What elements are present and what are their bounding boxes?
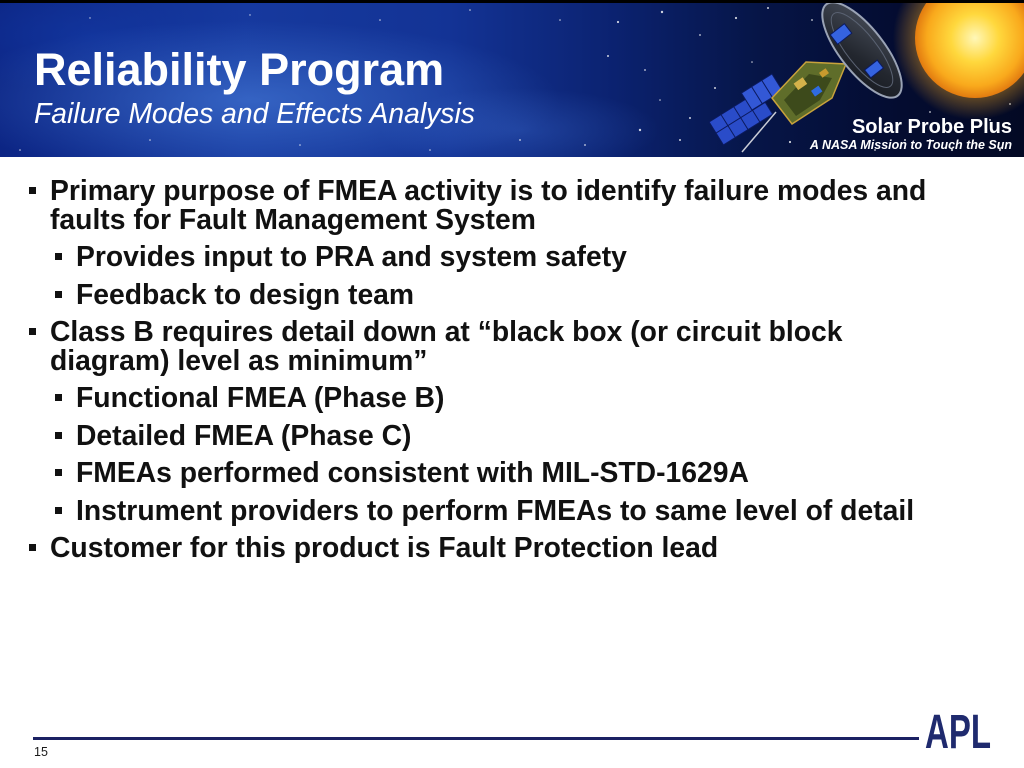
star: [379, 19, 381, 21]
star: [689, 117, 691, 119]
star: [811, 19, 813, 21]
square-bullet-icon: [55, 469, 62, 476]
star: [735, 17, 737, 19]
slide-title: Reliability Program: [34, 44, 445, 95]
star: [929, 111, 931, 113]
slide-subtitle: Failure Modes and Effects Analysis: [34, 97, 475, 129]
star: [249, 14, 250, 15]
header-banner: [0, 0, 1024, 157]
apl-logo-text: APL: [925, 706, 991, 759]
bullet-text: Customer for this product is Fault Protection lead: [50, 531, 719, 563]
star: [699, 34, 701, 36]
star: [469, 9, 471, 11]
star: [659, 99, 661, 101]
sun-illustration: [893, 0, 1024, 120]
star: [661, 11, 663, 13]
sub-bullet-item: [0, 493, 955, 526]
star: [519, 139, 521, 141]
mission-name: Solar Probe Plus: [851, 116, 1012, 138]
sub-bullet-item: [0, 242, 955, 271]
top-border: [0, 0, 1024, 3]
sub-bullet-text: Detailed FMEA (Phase C): [76, 418, 412, 451]
star: [89, 17, 90, 18]
page-number: 15: [34, 745, 48, 759]
star: [19, 149, 21, 151]
square-bullet-icon: [55, 394, 62, 401]
mission-tagline: A NASA Mission to Touch the Sun: [809, 138, 1012, 152]
square-bullet-icon: [29, 328, 36, 335]
bullet-text: Primary purpose of FMEA activity is to identify failure modes and faults for Fault Management System: [50, 174, 927, 235]
sub-bullet-item: [0, 277, 955, 310]
sub-bullet-text: Provides input to PRA and system safety: [76, 240, 627, 272]
square-bullet-icon: [29, 187, 36, 194]
footer-rule: [33, 737, 919, 740]
bullet-item: [0, 533, 955, 562]
star: [751, 61, 753, 63]
star: [789, 141, 791, 143]
bullet-text: Class B requires detail down at “black box (or circuit block diagram) level as minimum”: [50, 315, 843, 376]
sub-bullet-item: [0, 418, 955, 451]
sub-bullet-item: [0, 383, 955, 412]
sub-bullet-text: Feedback to design team: [76, 277, 415, 310]
star: [644, 69, 646, 71]
square-bullet-icon: [29, 544, 36, 551]
square-bullet-icon: [55, 291, 62, 298]
sub-bullet-text: Functional FMEA (Phase B): [76, 381, 445, 413]
star: [559, 19, 561, 21]
bullet-item: [0, 176, 955, 233]
star: [607, 55, 609, 57]
square-bullet-icon: [55, 507, 62, 514]
star: [584, 144, 586, 146]
square-bullet-icon: [55, 432, 62, 439]
star: [299, 144, 301, 146]
square-bullet-icon: [55, 253, 62, 260]
star: [714, 87, 716, 89]
apl-logo: [920, 706, 1000, 759]
star: [429, 149, 431, 151]
star: [149, 139, 151, 141]
star: [617, 21, 619, 23]
sub-bullet-text: Instrument providers to perform FMEAs to same level of detail: [76, 493, 915, 526]
bullet-item: [0, 317, 955, 374]
star: [639, 129, 641, 131]
bullet-list: [0, 176, 1024, 562]
sub-bullet-text: FMEAs performed consistent with MIL-STD-1629A: [76, 456, 749, 488]
sub-bullet-item: [0, 458, 955, 487]
star: [767, 7, 769, 9]
star: [679, 139, 681, 141]
